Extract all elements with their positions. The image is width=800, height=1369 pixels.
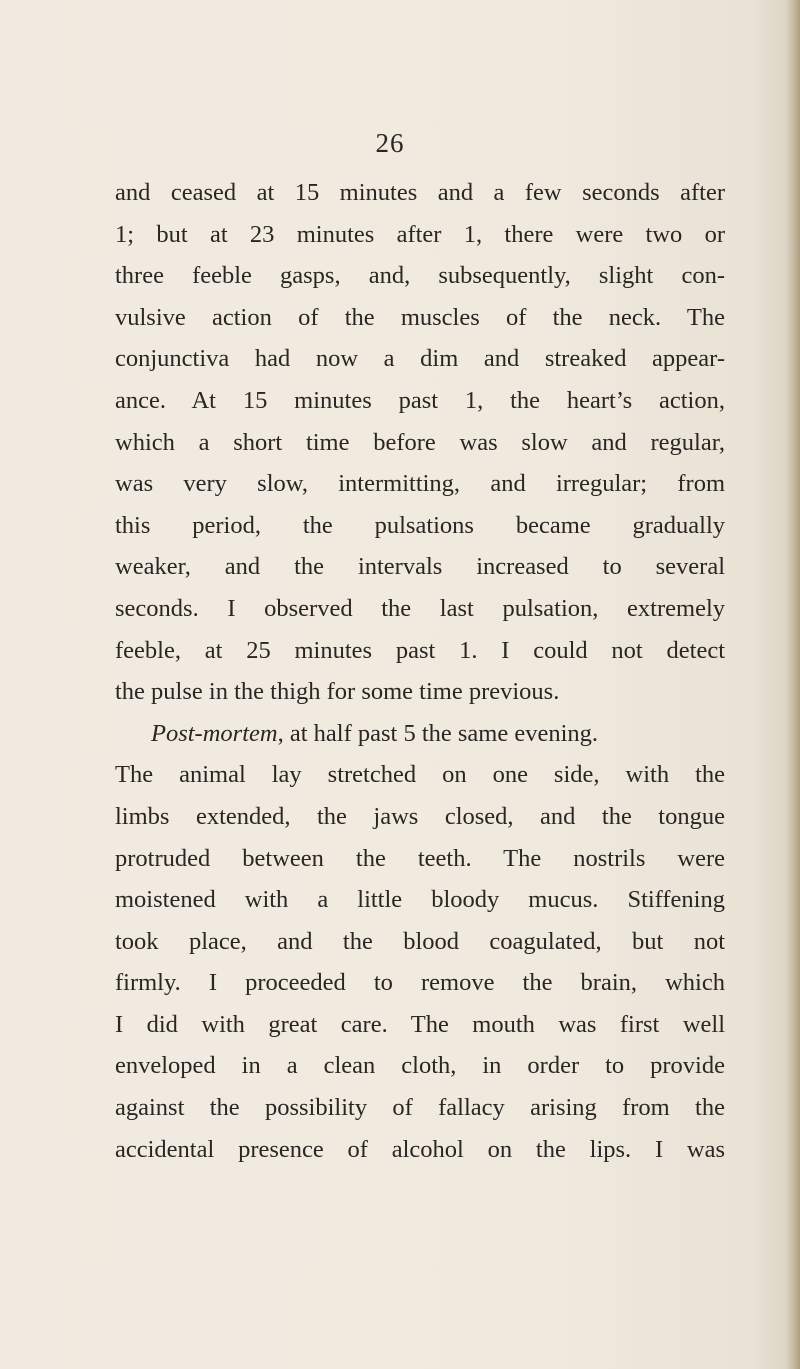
page-edge-shadow: [786, 0, 800, 1369]
text-line: enveloped in a clean cloth, in order to provide: [115, 1052, 725, 1080]
text-line: The animal lay stretched on one side, with the: [115, 761, 725, 789]
text-line: vulsive action of the muscles of the neck. The: [115, 303, 725, 331]
paragraph-opening-line: [115, 713, 725, 755]
text-line: which a short time before was slow and regular,: [115, 428, 725, 456]
text-line: and ceased at 15 minutes and a few seconds after: [115, 179, 725, 206]
text-line: this period, the pulsations became gradually: [115, 511, 725, 539]
text-line: conjunctiva had now a dim and streaked appear-: [115, 345, 725, 373]
text-line: accidental presence of alcohol on the lips. I was: [115, 1135, 725, 1163]
post-mortem-heading: Post-mortem: [151, 719, 278, 747]
text-line: the pulse in the thigh for some time previous.: [115, 678, 560, 706]
text-line: against the possibility of fallacy arising from the: [115, 1094, 725, 1122]
text-line: weaker, and the intervals increased to several: [115, 553, 725, 581]
text-line: feeble, at 25 minutes past 1. I could not detect: [115, 636, 725, 664]
text-line: ance. At 15 minutes past 1, the heart’s action,: [115, 386, 725, 414]
opening-line-rest: , at half past 5 the same evening.: [277, 719, 599, 747]
text-line: was very slow, intermitting, and irregular; from: [115, 470, 725, 498]
page-number: 26: [375, 128, 405, 158]
text-line: moistened with a little bloody mucus. Stiffening: [115, 886, 725, 914]
text-line: protruded between the teeth. The nostrils were: [115, 844, 725, 872]
text-line: three feeble gasps, and, subsequently, slight con-: [115, 262, 725, 290]
text-line: took place, and the blood coagulated, but not: [115, 927, 725, 955]
body-text: [115, 172, 725, 1170]
text-line: firmly. I proceeded to remove the brain, which: [115, 969, 725, 997]
text-line: 1; but at 23 minutes after 1, there were two or: [115, 220, 725, 248]
text-line: limbs extended, the jaws closed, and the tongue: [115, 802, 725, 830]
text-line: I did with great care. The mouth was first well: [115, 1010, 725, 1038]
text-line: seconds. I observed the last pulsation, extremely: [115, 594, 725, 622]
